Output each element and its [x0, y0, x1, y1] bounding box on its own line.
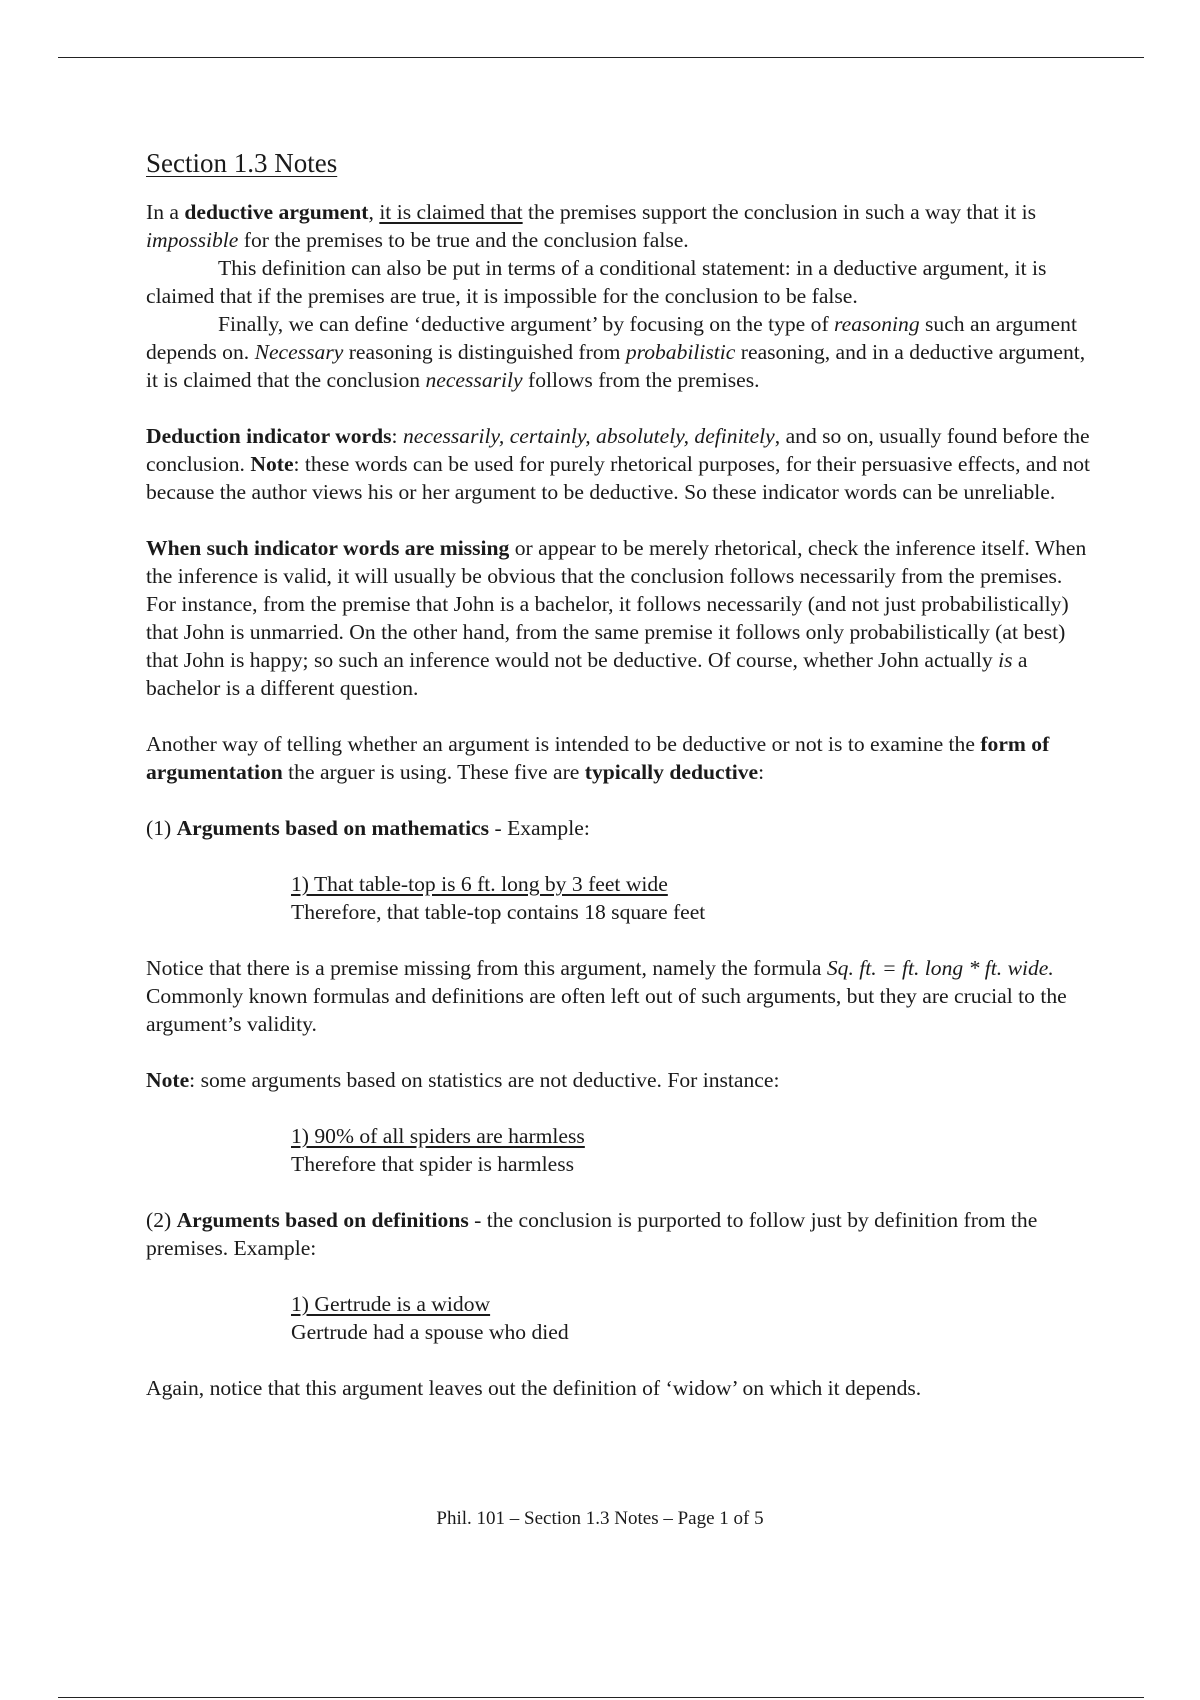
text: or appear to be merely rhetorical, check the inference itself. When the inference is valid, it will usually be obvious that the conclusion follows necessarily from the premises. For instance, from the premise that John is a bachelor, it follows necessarily (and not just probabilistically) that John is unmarried. On the other hand, from the same premise it follows only probabilistically (at best) that John is happy; so such an inference would not be deductive. Of course, whether John actually	[146, 536, 1087, 672]
paragraph-form-of-argumentation	[146, 730, 1096, 786]
item-heading: Arguments based on definitions	[176, 1208, 469, 1232]
term-deductive-argument: deductive argument	[184, 200, 369, 224]
list-item-mathematics	[146, 814, 1096, 842]
note-label: Note	[146, 1068, 190, 1092]
paragraph-statistics-note	[146, 1066, 1096, 1094]
text: for the premises to be true and the conclusion false.	[238, 228, 689, 252]
text: In a	[146, 200, 185, 224]
emphasis-impossible: impossible	[146, 228, 239, 252]
paragraph-widow-definition: Again, notice that this argument leaves out the definition of ‘widow’ on which it depends.	[146, 1376, 922, 1400]
item-number: (2)	[146, 1208, 177, 1232]
header-rule	[58, 57, 1144, 58]
emphasis-necessary: Necessary	[254, 340, 344, 364]
example-premise: 1) That table-top is 6 ft. long by 3 feet wide	[291, 872, 668, 896]
paragraph-reasoning	[146, 310, 1096, 394]
example-widow	[291, 1290, 1096, 1346]
text: :	[391, 424, 403, 448]
item-number: (1)	[146, 816, 177, 840]
text: the arguer is using. These five are	[282, 760, 585, 784]
text: Another way of telling whether an argument is intended to be deductive or not is to examine the	[146, 732, 981, 756]
item-heading: Arguments based on mathematics	[176, 816, 490, 840]
text: follows from the premises.	[522, 368, 760, 392]
text: Commonly known formulas and definitions are often left out of such arguments, but they are crucial to the argument’s validity.	[146, 984, 1067, 1036]
underlined-phrase: it is claimed that	[379, 200, 523, 224]
example-conclusion: Therefore, that table-top contains 18 square feet	[291, 900, 706, 924]
text: reasoning, and in a deductive argument, it is claimed that the conclusion	[146, 340, 1086, 392]
text: Finally, we can define ‘deductive argument’ by focusing on the type of	[218, 312, 835, 336]
text: : these words can be used for purely rhetorical purposes, for their persuasive effects, and not because the author views his or her argument to be deductive. So these indicator words can be unreliable.	[146, 452, 1091, 504]
text: the premises support the conclusion in such a way that it is	[522, 200, 1036, 224]
paragraph-indicator-words	[146, 422, 1096, 506]
example-conclusion: Therefore that spider is harmless	[291, 1152, 575, 1176]
text: a bachelor is a different question.	[146, 648, 1028, 700]
text: : some arguments based on statistics are not deductive. For instance:	[189, 1068, 780, 1092]
paragraph-missing-premise	[146, 954, 1096, 1038]
example-table-top	[291, 870, 1096, 926]
example-premise: 1) 90% of all spiders are harmless	[291, 1124, 585, 1148]
text: :	[758, 760, 765, 784]
definition-block	[146, 198, 1096, 394]
text: ,	[368, 200, 380, 224]
text: - the conclusion is purported to follow just by definition from the premises. Example:	[146, 1208, 1038, 1260]
emphasis-probabilistic: probabilistic	[625, 340, 736, 364]
paragraph-deductive-definition	[146, 198, 1096, 254]
paragraph-missing-indicators	[146, 534, 1096, 702]
term-missing-indicators: When such indicator words are missing	[146, 536, 510, 560]
text: reasoning is distinguished from	[343, 340, 626, 364]
emphasis-reasoning: reasoning	[834, 312, 920, 336]
page-footer: Phil. 101 – Section 1.3 Notes – Page 1 of 5	[436, 1508, 764, 1529]
emphasis-is: is	[998, 648, 1013, 672]
formula: Sq. ft. = ft. long * ft. wide.	[826, 956, 1054, 980]
example-spiders	[291, 1122, 1096, 1178]
emphasis-necessarily: necessarily	[425, 368, 523, 392]
term-form-of-argumentation: form of argumentation	[146, 732, 1050, 784]
list-item-definitions	[146, 1206, 1096, 1262]
text: , and so on, usually found before the conclusion.	[146, 424, 1090, 476]
text: such an argument depends on.	[146, 312, 1077, 364]
note-label: Note	[250, 452, 294, 476]
footer-rule	[58, 1697, 1144, 1698]
paragraph-conditional: This definition can also be put in terms of a conditional statement: in a deductive argument, it is claimed that if the premises are true, it is impossible for the conclusion to be false.	[146, 256, 1047, 308]
text: - Example:	[489, 816, 590, 840]
text: Notice that there is a premise missing from this argument, namely the formula	[146, 956, 827, 980]
term-indicator-words: Deduction indicator words	[146, 424, 392, 448]
page-title: Section 1.3 Notes	[146, 148, 338, 178]
example-premise: 1) Gertrude is a widow	[291, 1292, 491, 1316]
indicator-word-list: necessarily, certainly, absolutely, definitely	[402, 424, 775, 448]
term-typically-deductive: typically deductive	[584, 760, 759, 784]
page-body	[146, 146, 1096, 1402]
example-conclusion: Gertrude had a spouse who died	[291, 1320, 569, 1344]
